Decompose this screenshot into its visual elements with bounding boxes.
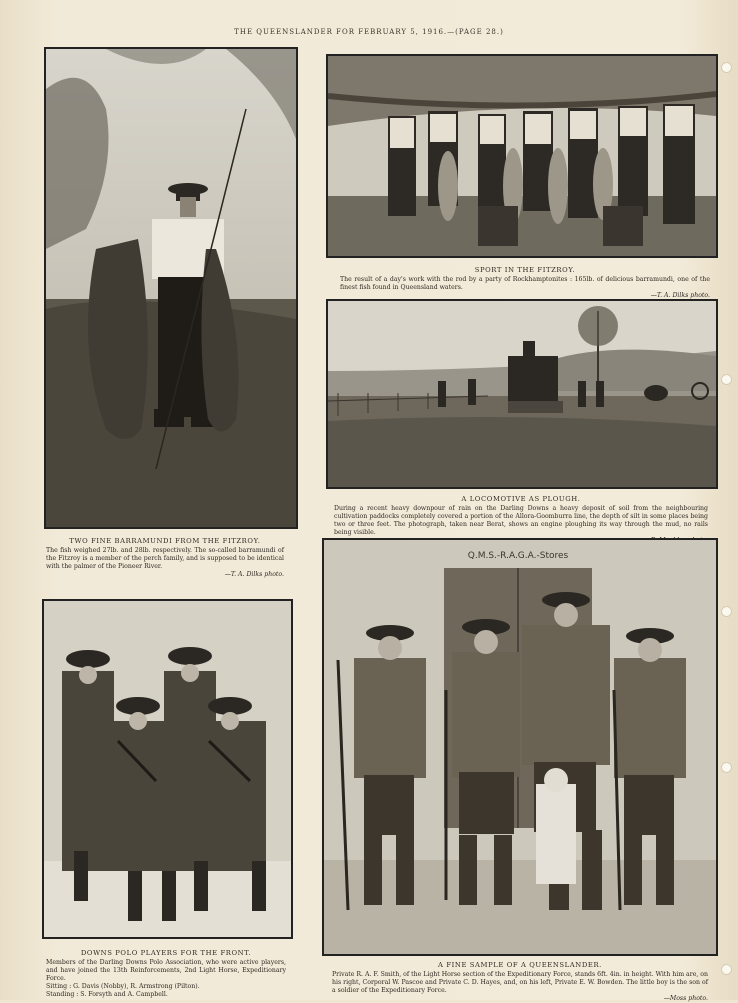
caption-sport [340, 266, 710, 300]
caption-title: SPORT IN THE FITZROY. [474, 266, 576, 274]
binder-hole [721, 374, 732, 385]
caption-barramundi [46, 537, 284, 579]
caption-standing: Standing : S. Forsyth and A. Campbell. [46, 991, 168, 998]
caption-queenslander [332, 961, 708, 1003]
binder-hole [721, 762, 732, 773]
caption-title: TWO FINE BARRAMUNDI FROM THE FITZROY. [69, 537, 261, 545]
photo-locomotive [326, 299, 718, 489]
binder-hole [721, 62, 732, 73]
caption-title: A LOCOMOTIVE AS PLOUGH. [461, 495, 581, 503]
caption-title: A FINE SAMPLE OF A QUEENSLANDER. [438, 961, 602, 969]
photo-queenslander [322, 538, 718, 956]
caption-body: Private R. A. F. Smith, of the Light Horse section of the Expeditionary Force, stands 6ft. 4in. in height. With him are, on his right, Corporal W. Pascoe and Private C. D. Hayes, and, on his left, Private E. W. Bowden. The little boy is the son of a soldier of the Expeditionary Force. [332, 971, 708, 994]
caption-body: During a recent heavy downpour of rain on the Darling Downs a heavy deposit of soil from the neighbouring cultivation paddocks completely covered a portion of the Allora-Goomburra line, the depth of silt in some places being two or three feet. The photograph, taken near Berat, shows an engine ploughing its way through the mud, no rails being visible. [334, 505, 708, 536]
photo-credit: —T. A. Dilks photo. [650, 292, 710, 299]
photo-sport [326, 54, 718, 258]
photo-polo-players [42, 599, 293, 939]
sign-text: Q.M.S.-R.A.G.A.-Stores [467, 551, 569, 561]
caption-body: The fish weighed 27lb. and 28lb. respectively. The so-called barramundi of the Fitzroy is a member of the perch family, and is supposed to be identical with the palmer of the Pioneer River. [46, 547, 284, 570]
photo-credit: —T. A. Dilks photo. [224, 571, 284, 578]
photo-credit: —Moss photo. [663, 995, 708, 1002]
caption-body: The result of a day's work with the rod by a party of Rockhamptonites : 165lb. of delicious barramundi, one of the finest fish found in Queensland waters. [340, 276, 710, 291]
binder-hole [721, 964, 732, 975]
page-header: THE QUEENSLANDER FOR FEBRUARY 5, 1916.—(PAGE 28.) [234, 28, 504, 36]
photo-barramundi [44, 47, 298, 529]
caption-sitting: Sitting : G. Davis (Nobby), R. Armstrong (Pilton). [46, 983, 200, 990]
caption-title: DOWNS POLO PLAYERS FOR THE FRONT. [80, 949, 252, 957]
binder-hole [721, 606, 732, 617]
caption-polo [46, 949, 286, 999]
caption-body: Members of the Darling Downs Polo Association, who were active players, and have joined the 13th Reinforcements, 2nd Light Horse, Expeditionary Force. [46, 959, 286, 982]
